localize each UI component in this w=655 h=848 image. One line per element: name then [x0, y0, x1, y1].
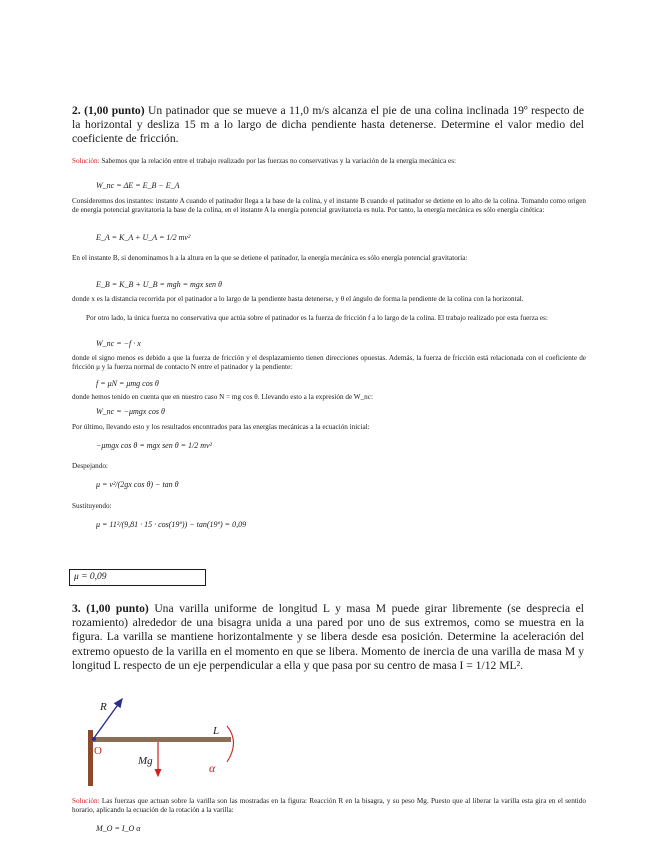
solution-2-label: Solución:: [72, 157, 100, 165]
solution-2-eq3: E_B = K_B + U_B = mgh = mgx sen θ: [96, 280, 222, 289]
problem-2-text: Un patinador que se mueve a 11,0 m/s alcanza el pie de una colina inclinada 19º respecto de la horizontal y desliza 15 m a lo largo de dicha pendiente hasta detenerse. Determine el valor medio del coeficiente de fricción.: [72, 104, 584, 146]
problem-3-number: 3.: [72, 602, 81, 615]
solution-2-p6: donde el signo menos es debido a que la fuerza de fricción y el desplazamiento tienen direcciones opuestas. Además, la fuerza de fricción está relacionada con el coeficiente de fricción μ y la fuerza normal de contacto N entre el patinador y la pendiente:: [72, 354, 586, 372]
solution-2-p10: Sustituyendo:: [72, 502, 112, 510]
problem-2-number: 2.: [72, 104, 81, 117]
solution-2-p1: Sabemos que la relación entre el trabajo realizado por las fuerzas no conservativas y la variación de la energía mecánica es:: [101, 157, 457, 165]
solution-3-intro: [72, 797, 586, 816]
rod: [93, 737, 231, 742]
solution-2-p4: donde x es la distancia recorrida por el patinador a lo largo de la pendiente hasta detenerse, y θ el ángulo de forma la pendiente de la colina con la horizontal.: [72, 295, 524, 303]
solution-2-eq4: W_nc = −f · x: [96, 339, 141, 348]
solution-3-p1: Las fuerzas que actuan sobre la varilla son las mostradas en la figura: Reacción R en la bisagra, y su peso Mg. Puesto que al liberar la varilla esta gira en el sentido horario, aplicando la ecuación de la rotación a la varilla:: [72, 797, 586, 815]
answer-box: [69, 569, 206, 586]
problem-2-statement: [72, 104, 584, 147]
solution-2-p9: Despejando:: [72, 462, 108, 470]
solution-2-p3: En el instante B, si denominamos h a la altura en la que se detiene el patinador, la energía mecánica es sólo energía potencial gravitatoria:: [72, 254, 468, 262]
solution-2-eq7: −μmgx cos θ = mgx sen θ = 1/2 mv²: [96, 441, 213, 450]
problem-2-points: (1,00 punto): [84, 104, 145, 117]
solution-2-p7: donde hemos tenido en cuenta que en nuestro caso N = mg cos θ. Llevando esto a la expresión de W_nc:: [72, 393, 373, 401]
label-R: R: [100, 701, 107, 713]
solution-3-label: Solución:: [72, 797, 100, 805]
rod-diagram: [80, 690, 250, 790]
label-O: O: [94, 745, 102, 757]
reaction-arrow: [94, 699, 122, 738]
solution-2-eq8: μ = v²/(2gx cos θ) − tan θ: [96, 480, 179, 489]
label-L: L: [213, 725, 220, 737]
label-alpha: α: [209, 761, 216, 775]
solution-2-intro: [72, 157, 586, 166]
solution-2-eq5: f = μN = μmg cos θ: [96, 379, 159, 388]
solution-2-p8: Por último, llevando esto y los resultados encontrados para las energías mecánicas a la ecuación inicial:: [72, 423, 370, 431]
answer-value: μ = 0,09: [74, 572, 107, 582]
solution-2-eq2: E_A = K_A + U_A = 1/2 mv²: [96, 233, 191, 242]
solution-2-eq9: μ = 11²/(9,81 · 15 · cos(19º)) − tan(19º) = 0,09: [96, 520, 247, 529]
solution-2-eq1: W_nc = ΔE = E_B − E_A: [96, 181, 180, 190]
solution-2-p2: Consideremos dos instantes: instante A cuando el patinador llega a la base de la colina, y el instante B cuando el patinador se detiene en lo alto de la colina. Tomando como origen de energía potencial gravitatoria la base de la colina, en el instante A la energía potencial gravitatoria es nula. Por tanto, la energía mecánica es sólo energía cinética:: [72, 197, 586, 215]
alpha-arc: [227, 726, 234, 762]
problem-3-statement: [72, 602, 584, 673]
solution-2-p5: Por otro lado, la única fuerza no conservativa que actúa sobre el patinador es la fuerza de fricción f a lo largo de la colina. El trabajo realizado por esta fuerza es:: [86, 314, 548, 322]
solution-2-eq6: W_nc = −μmgx cos θ: [96, 407, 165, 416]
label-Mg: Mg: [138, 755, 153, 767]
problem-3-points: (1,00 punto): [86, 602, 149, 615]
solution-3-eq1: M_O = I_O α: [96, 824, 141, 833]
problem-3-text: Una varilla uniforme de longitud L y masa M puede girar libremente (se desprecia el rozamiento) alrededor de una bisagra unida a una pared por uno de sus extremos, como se muestra en la figura. La varilla se mantiene horizontalmente y se libera desde esa posición. Determine la aceleración del extremo opuesto de la varilla en el momento en que se libera. Momento de inercia de una varilla de masa M y longitud L respecto de un eje perpendicular a ella y que pasa por su centro de masa I = 1/12 ML².: [72, 602, 584, 672]
